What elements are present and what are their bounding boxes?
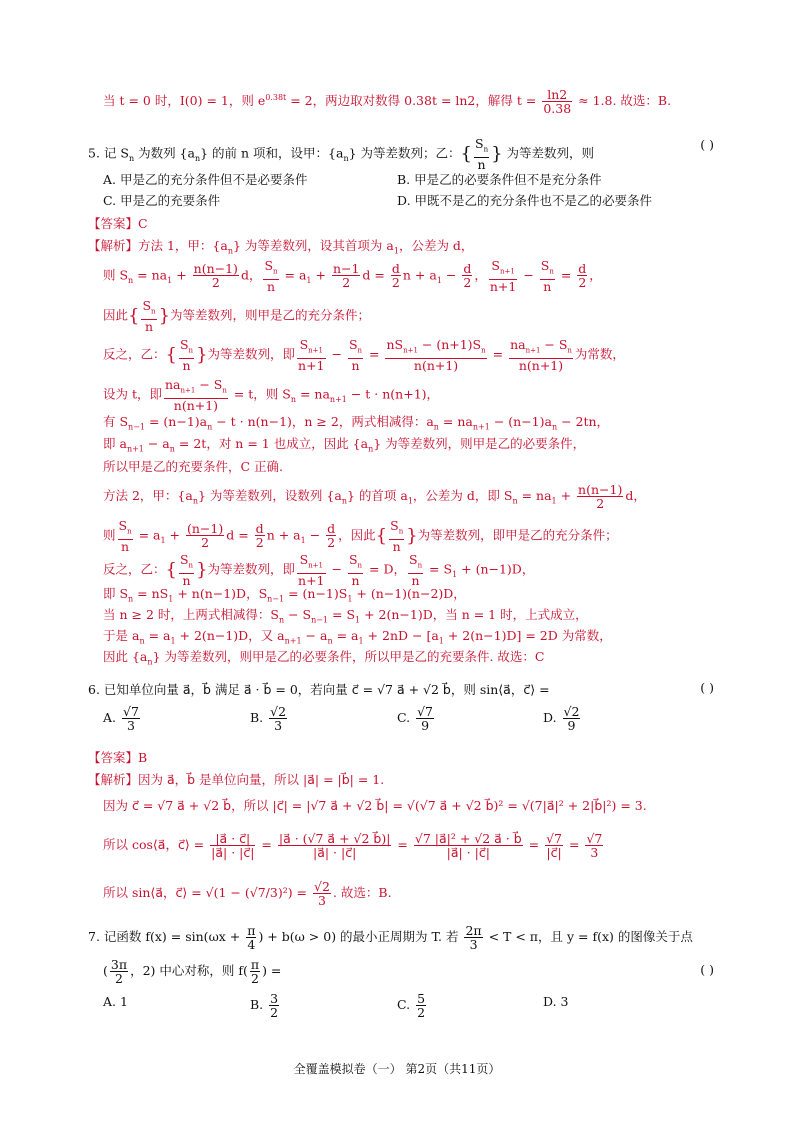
q5-solution-line-8: 所以甲是乙的充要条件，C 正确. [103,459,284,474]
q7-stem-line-1: 7. 记函数 f(x) = sin(ωx + $\frac{\pi}{4}$ ) + b(ω > 0) 的最小正周期为 T. 若 $\frac{2\pi}{3}$ < T < π，且 y = f(x) 的图像关于点 [88,923,693,952]
q5-method2-line-5: 当 n ≥ 2 时，上两式相减得：$S_n - S_{n-1} = S_1 + 2(n-1)D$，当 n = 1 时，上式成立， [103,607,588,625]
q5-option-d[interactable]: D. 甲既不是乙的充分条件也不是乙的必要条件 [397,193,653,208]
q5-option-a[interactable]: A. 甲是乙的充分条件但不是必要条件 [103,172,308,187]
q5-method2-line-3: 反之，乙：{ $\frac{S_n}{n}$ }为等差数列，即 $\frac{S_{n+1}}{n+1}$ − $\frac{S_n}{n}$ = D， $\frac{S_n}{n}$ = $S_1 + (n-1)D$， [103,552,535,588]
q6-option-d[interactable]: D. $\frac{√2}{9}$ [543,704,580,733]
q5-solution-line-4: 反之，乙：{ $\frac{S_n}{n}$ }为等差数列，即 $\frac{S_{n+1}}{n+1}$ − $\frac{S_n}{n}$ = $\frac{nS_{n+1} - (n+1)S_n}{n(n+1)}$ = $\frac{na_{n+1} - S_n}{n(n+1)}$ 为常数， [103,337,625,373]
q5-solution-line-5: 设为 t，即 $\frac{na_{n+1} - S_n}{n(n+1)}$ = t，则 $S_n = na_{n+1} - t \cdot n(n+1)$， [103,377,440,413]
q7-answer-bracket: ( ) [700,962,714,977]
q5-solution-line-3: 因此{ $\frac{S_n}{n}$ }为等差数列，则甲是乙的充分条件； [103,298,371,334]
page-footer: 全覆盖模拟卷（一） 第2页（共11页） [293,1062,501,1076]
q5-solution-line-6: 有 $S_{n-1} = (n-1)a_n - t \cdot n(n-1)$，n ≥ 2，两式相减得：$a_n = na_{n+1} - (n-1)a_n - 2tn$， [103,414,610,432]
q5-answer-bracket: ( ) [700,137,714,152]
q6-option-b[interactable]: B. $\frac{√2}{3}$ [250,704,287,733]
q5-method2-line-6: 于是 $a_n = a_1 + 2(n-1)D$，又 $a_{n+1} - a_n = a_1 + 2nD - [a_1 + 2(n-1)D] = 2D$ 为常数， [103,628,612,646]
q5-solution-line-2: 则 $S_n = na_1$ + $\frac{n(n-1)}{2}$ d， $\frac{S_n}{n}$ = $a_1$ + $\frac{n-1}{2}$ d = $\frac{d}{2}$ $n + a_1$ − $\frac{d}{2}$ ， $\frac{S_{n+1}}{n+1}$ − $\frac{S_n}{n}$ = $\frac{d}{2}$ ， [103,258,602,294]
q7-option-b[interactable]: B. $\frac{3}{2}$ [250,991,279,1020]
q7-option-d[interactable]: D. 3 [543,994,569,1009]
prev-solution-line: 当 t = 0 时，I(0) = 1，则 $e^{0.38t} = 2$，两边取对数得 0.38t = ln2，解得 t = $\frac{\ln 2}{0.38}$ ≈ 1.8. 故选：B. [103,87,672,116]
q5-method2-line-2: 则 $\frac{S_n}{n}$ = $a_1$ + $\frac{(n-1)}{2}$ d = $\frac{d}{2}$ $n + a_1$ − $\frac{d}{2}$ ，因此{ $\frac{S_n}{n}$ }为等差数列，即甲是乙的充分条件； [103,518,618,554]
fraction: $\frac{\ln 2}{0.38}$ [543,87,572,116]
q6-option-a[interactable]: A. $\frac{√7}{3}$ [103,704,139,733]
q6-option-c[interactable]: C. $\frac{√7}{9}$ [397,704,433,733]
q5-method2-line-4: 即 $S_n = nS_1 + n(n-1)D$，$S_{n-1} = (n-1)S_1 + (n-1)(n-2)D$， [103,586,466,604]
q5-option-b[interactable]: B. 甲是乙的必要条件但不是充分条件 [397,172,602,187]
q7-option-c[interactable]: C. $\frac{5}{2}$ [397,991,426,1020]
q6-solution-line-3: 所以 cos⟨a⃗，c⃗⟩ = $\frac{|a⃗ \cdot c⃗|}{|a⃗| \cdot |c⃗|}$ = $\frac{|a⃗ \cdot (√7 a⃗ + √2 b⃗)|}{|a⃗| \cdot |c⃗|}$ = $\frac{\text{√7 |a⃗|² + √2 a⃗ · b⃗}}{|a⃗| \cdot |c⃗|}$ = $\frac{√7}{|c⃗|}$ = $\frac{√7}{3}$ [103,831,603,860]
q5-answer: 【答案】C [88,216,148,231]
q5-solution-line-1: 【解析】方法 1，甲：$\{a_n\}$ 为等差数列，设其首项为 $a_1$，公差为 d， [88,238,474,256]
q7-option-a[interactable]: A. 1 [103,994,128,1009]
q5-option-c[interactable]: C. 甲是乙的充要条件 [103,193,221,208]
q6-answer: 【答案】B [88,750,148,765]
q6-stem: 6. 已知单位向量 a⃗，b⃗ 满足 a⃗ · b⃗ = 0，若向量 c⃗ = √7 a⃗ + √2 b⃗，则 sin⟨a⃗，c⃗⟩ = [88,682,550,697]
q5-method2-line-7: 因此 $\{a_n\}$ 为等差数列，则甲是乙的必要条件，所以甲是乙的充要条件. 故选：C [103,649,545,667]
q6-answer-bracket: ( ) [700,680,714,695]
q6-solution-line-1: 【解析】因为 a⃗，b⃗ 是单位向量，所以 |a⃗| = |b⃗| = 1. [88,772,385,787]
q5-method2-line-1: 方法 2，甲：$\{a_n\}$ 为等差数列，设数列 $\{a_n\}$ 的首项 $a_1$，公差为 d，即 $S_n = na_1$ + $\frac{n(n-1)}{2}$ d， [103,482,646,511]
q5-solution-line-7: 即 $a_{n+1} - a_n = 2t$，对 n = 1 也成立，因此 $\{a_n\}$ 为等差数列，则甲是乙的必要条件， [103,436,586,454]
q6-solution-line-2: 因为 c⃗ = √7 a⃗ + √2 b⃗，所以 |c⃗| = |√7 a⃗ + √2 b⃗| = √(√7 a⃗ + √2 b⃗)² = √(7|a⃗|² + 2|b⃗|²) = 3. [103,798,647,813]
q7-stem-line-2: ( $\frac{3\pi}{2}$ ，2) 中心对称，则 f( $\frac{\pi}{2}$ ) = [103,957,282,986]
q5-stem: 5. 记 $S_n$ 为数列 $\{a_n\}$ 的前 n 项和，设甲：$\{a_n\}$ 为等差数列；乙：{ $\frac{S_n}{n}$ } 为等差数列，则 [88,136,595,172]
q6-solution-line-4: 所以 sin⟨a⃗，c⃗⟩ = √(1 − (√7/3)²) = $\frac{√2}{3}$ . 故选：B. [103,879,392,908]
